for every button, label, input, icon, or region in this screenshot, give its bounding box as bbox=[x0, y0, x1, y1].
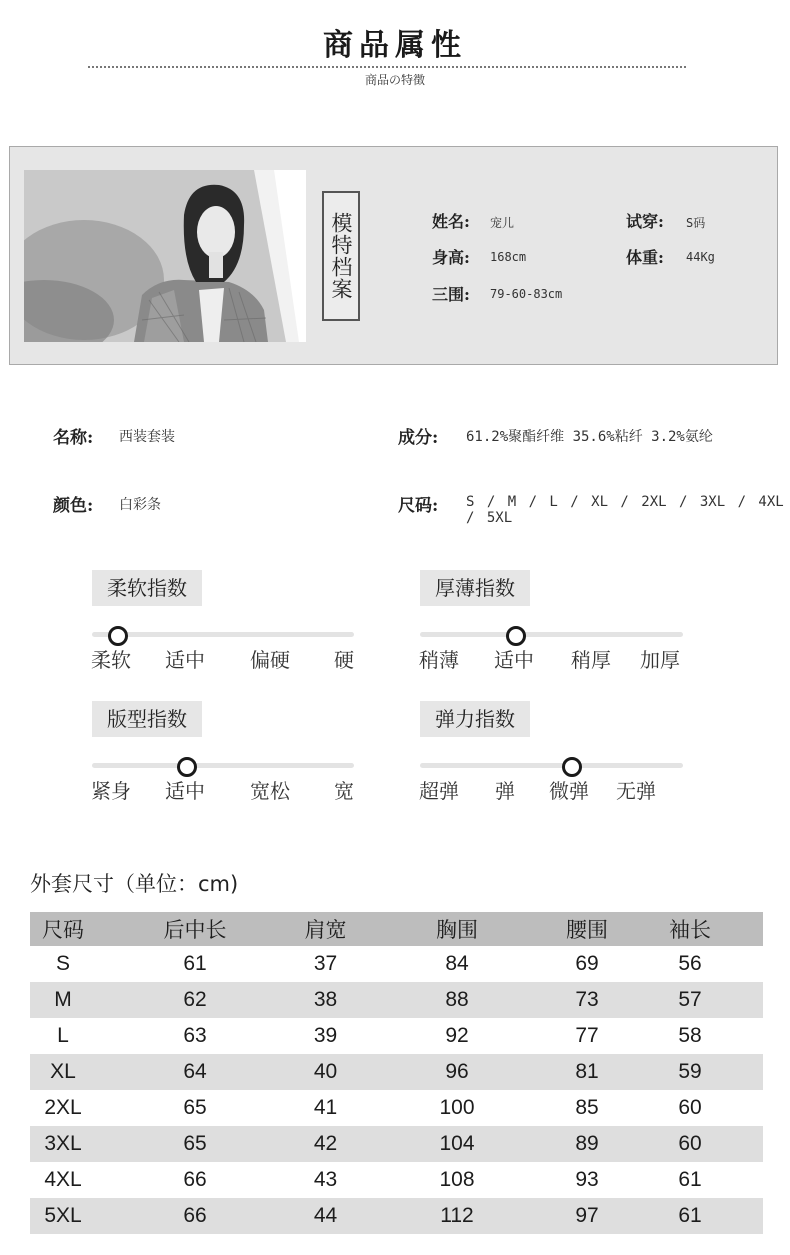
table-cell: 100 bbox=[439, 1096, 475, 1119]
fit-tick-regular: 适中 bbox=[165, 779, 205, 803]
softness-index-marker bbox=[108, 626, 128, 646]
fit-index-marker bbox=[177, 757, 197, 777]
size-table bbox=[30, 912, 763, 1234]
fit-tick-wide: 宽 bbox=[334, 779, 354, 803]
table-cell: 64 bbox=[96, 1054, 294, 1090]
table-cell: 40 bbox=[294, 1054, 357, 1090]
softness-index-track bbox=[92, 632, 354, 637]
fit-index-title: 版型指数 bbox=[92, 701, 202, 737]
table-cell: 65 bbox=[96, 1126, 294, 1162]
table-cell: 60 bbox=[617, 1126, 763, 1162]
thickness-index-marker bbox=[506, 626, 526, 646]
table-row bbox=[30, 1126, 763, 1162]
table-cell: 42 bbox=[294, 1126, 357, 1162]
elasticity-index-marker bbox=[562, 757, 582, 777]
fit-index-track bbox=[92, 763, 354, 768]
table-cell: L bbox=[57, 1024, 69, 1047]
model-measurements-label: 三围: bbox=[432, 285, 470, 304]
model-photo bbox=[24, 170, 306, 342]
table-cell: 3XL bbox=[30, 1126, 96, 1162]
table-cell: 97 bbox=[557, 1198, 617, 1234]
table-cell: 62 bbox=[96, 982, 294, 1018]
table-cell: 66 bbox=[96, 1198, 294, 1234]
table-cell: 92 bbox=[445, 1024, 469, 1047]
model-weight-label: 体重: bbox=[626, 248, 664, 267]
color-value: 白彩条 bbox=[119, 497, 161, 513]
model-tryon-value: S码 bbox=[686, 216, 706, 230]
table-cell: 112 bbox=[357, 1198, 557, 1234]
table-cell: 77 bbox=[575, 1024, 599, 1047]
table-cell: 73 bbox=[557, 982, 617, 1018]
column-header: 腰围 bbox=[557, 912, 617, 946]
table-cell: 89 bbox=[557, 1126, 617, 1162]
table-cell: M bbox=[30, 982, 96, 1018]
softness-index-title: 柔软指数 bbox=[92, 570, 202, 606]
elasticity-index-title: 弹力指数 bbox=[420, 701, 530, 737]
model-photo-illustration bbox=[24, 170, 306, 342]
softness-tick-firm: 偏硬 bbox=[250, 648, 290, 672]
product-name-value: 西装套装 bbox=[119, 429, 175, 445]
table-row bbox=[30, 1054, 763, 1090]
elasticity-tick-stretch: 弹 bbox=[495, 779, 515, 803]
model-name-label: 姓名: bbox=[432, 212, 470, 231]
elasticity-tick-super: 超弹 bbox=[419, 779, 459, 803]
column-header: 尺码 bbox=[30, 912, 96, 946]
table-cell: 4XL bbox=[44, 1168, 82, 1191]
fit-tick-loose: 宽松 bbox=[250, 779, 290, 803]
table-cell: 63 bbox=[183, 1024, 207, 1047]
thickness-tick-medium: 适中 bbox=[494, 648, 534, 672]
product-name-label: 名称: bbox=[53, 428, 94, 448]
table-cell: 66 bbox=[183, 1168, 207, 1191]
table-cell: 59 bbox=[617, 1054, 763, 1090]
table-cell: 96 bbox=[357, 1054, 557, 1090]
page-title: 商品属性 bbox=[323, 28, 467, 63]
table-cell: 61 bbox=[183, 952, 207, 975]
table-cell: 108 bbox=[439, 1168, 475, 1191]
model-tryon-label: 试穿: bbox=[626, 212, 664, 231]
table-cell: 56 bbox=[678, 952, 702, 975]
table-cell: 84 bbox=[445, 952, 469, 975]
elasticity-tick-slight: 微弹 bbox=[549, 779, 589, 803]
composition-label: 成分: bbox=[398, 428, 439, 448]
table-cell: 38 bbox=[294, 982, 357, 1018]
color-label: 颜色: bbox=[53, 496, 94, 516]
column-header: 后中长 bbox=[96, 912, 294, 946]
column-header: 胸围 bbox=[357, 912, 557, 946]
size-range-value: S / M / L / XL / 2XL / 3XL / 4XL / 5XL bbox=[466, 494, 784, 526]
table-cell: 43 bbox=[313, 1168, 338, 1191]
table-row bbox=[30, 946, 763, 982]
table-cell: 37 bbox=[313, 952, 338, 975]
table-cell: 93 bbox=[575, 1168, 599, 1191]
composition-value: 61.2%聚酯纤维 35.6%粘纤 3.2%氨纶 bbox=[466, 429, 713, 445]
dotted-divider bbox=[88, 66, 686, 68]
softness-tick-medium: 适中 bbox=[165, 648, 205, 672]
fit-tick-slim: 紧身 bbox=[91, 779, 131, 803]
thickness-tick-thick: 稍厚 bbox=[571, 648, 611, 672]
table-cell: 81 bbox=[557, 1054, 617, 1090]
thickness-index-title: 厚薄指数 bbox=[420, 570, 530, 606]
table-cell: 61 bbox=[678, 1168, 702, 1191]
model-measurements-value: 79-60-83cm bbox=[490, 287, 563, 301]
thickness-tick-extra-thick: 加厚 bbox=[640, 648, 680, 672]
model-weight-value: 44Kg bbox=[686, 250, 715, 264]
table-row bbox=[30, 1090, 763, 1126]
table-cell: XL bbox=[30, 1054, 96, 1090]
table-cell: 58 bbox=[678, 1024, 702, 1047]
table-row bbox=[30, 1162, 763, 1198]
table-cell: 61 bbox=[617, 1198, 763, 1234]
column-header: 肩宽 bbox=[294, 912, 357, 946]
table-cell: 5XL bbox=[30, 1198, 96, 1234]
table-cell: 104 bbox=[357, 1126, 557, 1162]
size-table-header bbox=[30, 912, 763, 946]
table-cell: S bbox=[55, 952, 70, 975]
model-name-value: 宠儿 bbox=[490, 216, 515, 230]
table-row bbox=[30, 1018, 763, 1054]
elasticity-tick-none: 无弹 bbox=[616, 779, 656, 803]
elasticity-index-track bbox=[420, 763, 683, 768]
softness-tick-hard: 硬 bbox=[334, 648, 354, 672]
size-range-label: 尺码: bbox=[398, 496, 439, 516]
model-profile-tag-label: 模特档案 bbox=[329, 212, 353, 300]
model-profile-tag bbox=[322, 191, 360, 321]
table-row bbox=[30, 1198, 763, 1234]
model-height-value: 168cm bbox=[490, 250, 527, 264]
table-cell: 69 bbox=[575, 952, 599, 975]
model-height-label: 身高: bbox=[432, 248, 470, 267]
table-cell: 41 bbox=[313, 1096, 338, 1119]
size-table-title: 外套尺寸（单位：cm) bbox=[30, 872, 239, 896]
table-cell: 88 bbox=[357, 982, 557, 1018]
softness-tick-soft: 柔软 bbox=[91, 648, 131, 672]
table-cell: 60 bbox=[678, 1096, 702, 1119]
column-header: 袖长 bbox=[617, 912, 763, 946]
page-subtitle: 商品の特徴 bbox=[364, 73, 425, 87]
table-row bbox=[30, 982, 763, 1018]
table-cell: 2XL bbox=[44, 1096, 82, 1119]
table-cell: 57 bbox=[617, 982, 763, 1018]
table-cell: 65 bbox=[183, 1096, 207, 1119]
table-cell: 44 bbox=[294, 1198, 357, 1234]
table-cell: 39 bbox=[313, 1024, 338, 1047]
table-cell: 85 bbox=[575, 1096, 599, 1119]
thickness-index-track bbox=[420, 632, 683, 637]
thickness-tick-thin: 稍薄 bbox=[419, 648, 459, 672]
